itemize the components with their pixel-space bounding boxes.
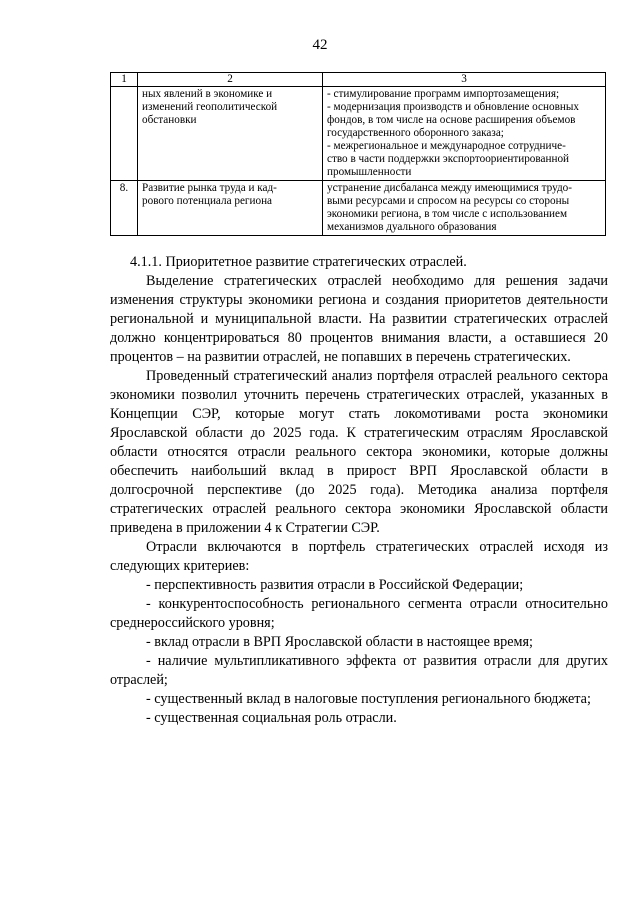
- cell-line: механизмов дуального образования: [327, 221, 497, 233]
- cell-line: рового потенциала региона: [142, 195, 273, 207]
- body-text: [110, 253, 608, 728]
- result-cell: [323, 181, 606, 236]
- cell-line: устранение дисбаланса между имеющимися трудо-: [327, 182, 572, 194]
- row-number-cell: [111, 87, 138, 181]
- cell-line: - стимулирование программ импортозамещения;: [327, 88, 560, 100]
- strategy-table: [110, 72, 606, 236]
- row-number-cell: 8.: [111, 181, 138, 236]
- criteria-item: - существенная социальная роль отрасли.: [146, 710, 397, 726]
- cell-line: ство в части поддержки экспортоориентированной: [327, 153, 570, 165]
- cell-line: Развитие рынка труда и кад-: [142, 182, 277, 194]
- paragraph: Отрасли включаются в портфель стратегических отраслей исходя из следующих критериев:: [110, 539, 608, 574]
- table-header-cell: 1: [111, 73, 138, 87]
- cell-line: государственного оборонного заказа;: [327, 127, 504, 139]
- cell-line: фондов, в том числе на основе расширения объемов: [327, 114, 576, 126]
- table-header-cell: 2: [138, 73, 323, 87]
- section-heading: 4.1.1. Приоритетное развитие стратегических отраслей.: [130, 254, 467, 270]
- cell-line: выми ресурсами и спросом на ресурсы со стороны: [327, 195, 570, 207]
- result-cell: [323, 87, 606, 181]
- table-header-cell: 3: [323, 73, 606, 87]
- cell-line: ных явлений в экономике и: [142, 88, 273, 100]
- page-number: 42: [312, 37, 328, 53]
- criteria-item: - наличие мультипликативного эффекта от развития отрасли для других отраслей;: [110, 653, 608, 688]
- direction-cell: [138, 181, 323, 236]
- cell-line: промышленности: [327, 166, 412, 178]
- criteria-item: - перспективность развития отрасли в Российской Федерации;: [146, 577, 524, 593]
- criteria-item: - вклад отрасли в ВРП Ярославской области в настоящее время;: [146, 634, 533, 650]
- table-row: [111, 181, 606, 236]
- criteria-item: - существенный вклад в налоговые поступления регионального бюджета;: [146, 691, 591, 707]
- cell-line: обстановки: [142, 114, 197, 126]
- cell-line: экономики региона, в том числе с использованием: [327, 208, 568, 220]
- cell-line: изменений геополитической: [142, 101, 278, 113]
- paragraph: Проведенный стратегический анализ портфеля отраслей реального сектора экономики позволил уточнить перечень стратегических отраслей, указанных в Концепции СЭР, которые могут стать локомотивами роста экономики Ярославской области до 2025 года. К стратегическим отраслям Ярославской области относятся отрасли реального сектора экономики, которые должны обеспечить наибольший вклад в прирост ВРП Ярославской области в долгосрочной перспективе (до 2025 года). Методика анализа портфеля стратегических отраслей реального сектора экономики Ярославской области приведена в приложении 4 к Стратегии СЭР.: [110, 368, 608, 536]
- cell-line: - модернизация производств и обновление основных: [327, 101, 579, 113]
- criteria-item: - конкурентоспособность регионального сегмента отрасли относительно среднероссийского уровня;: [110, 596, 608, 631]
- table-header-row: [111, 73, 606, 87]
- table-row: [111, 87, 606, 181]
- cell-line: - межрегиональное и международное сотрудниче-: [327, 140, 566, 152]
- paragraph: Выделение стратегических отраслей необходимо для решения задачи изменения структуры экономики региона и создания приоритетов деятельности региональной и муниципальной власти. На развитии стратегических отраслей должно концентрироваться 80 процентов внимания власти, а оставшиеся 20 процентов – на развитии отраслей, не попавших в перечень стратегических.: [110, 273, 608, 365]
- direction-cell: [138, 87, 323, 181]
